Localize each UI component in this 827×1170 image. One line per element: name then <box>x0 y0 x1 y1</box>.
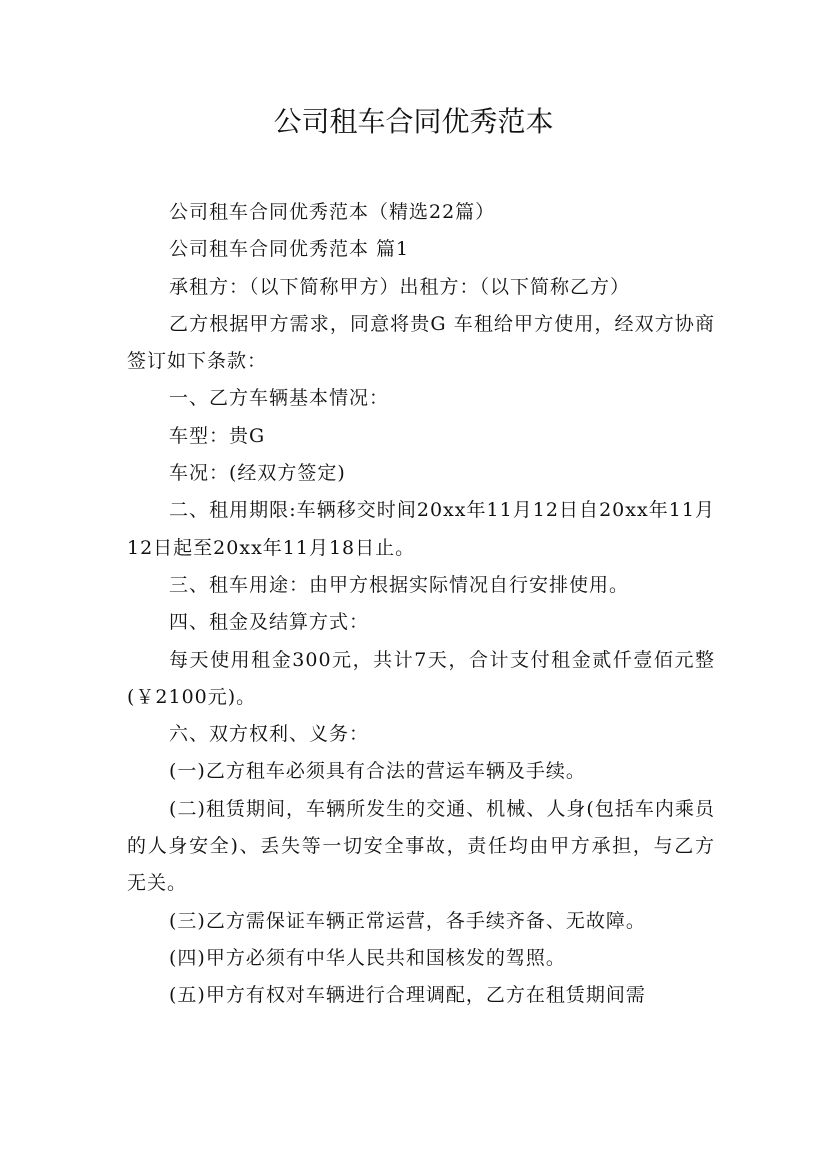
paragraph-subtitle: 公司租车合同优秀范本（精选22篇） <box>169 201 496 223</box>
paragraph-agreement: 乙方根据甲方需求，同意将贵G 车租给甲方使用，经双方协商签订如下条款： <box>127 312 715 373</box>
paragraph-rights-heading: 六、双方权利、义务： <box>169 723 370 746</box>
paragraph-vehicle-condition: 车况：(经双方签定) <box>169 462 346 485</box>
paragraph-payment-heading: 四、租金及结算方式： <box>169 611 370 634</box>
paragraph-rental-period: 二、租用期限:车辆移交时间20xx年11月12日自20xx年11月12日起至20xx年11月18日止。 <box>127 499 715 559</box>
paragraph-rental-purpose: 三、租车用途：由甲方根据实际情况自行安排使用。 <box>169 573 630 596</box>
document-title: 公司租车合同优秀范本 <box>273 105 554 138</box>
paragraph-vehicle-model: 车型：贵G <box>169 424 266 447</box>
paragraph-clause-3: (三)乙方需保证车辆正常运营，各手续齐备、无故障。 <box>169 909 646 932</box>
paragraph-parties: 承租方：（以下简称甲方）出租方：（以下简称乙方） <box>169 275 631 298</box>
document-body <box>127 194 715 1015</box>
paragraph-clause-1: (一)乙方租车必须具有合法的营运车辆及手续。 <box>169 760 586 783</box>
paragraph-payment-details: 每天使用租金300元，共计7天，合计支付租金贰仟壹佰元整(￥2100元)。 <box>127 648 715 708</box>
paragraph-vehicle-info-heading: 一、乙方车辆基本情况： <box>169 387 390 410</box>
paragraph-clause-5: (五)甲方有权对车辆进行合理调配，乙方在租赁期间需 <box>169 984 646 1007</box>
paragraph-clause-2: (二)租赁期间，车辆所发生的交通、机械、人身(包括车内乘员的人身安全)、丢失等一切安全事故，责任均由甲方承担，与乙方无关。 <box>127 797 715 895</box>
paragraph-clause-4: (四)甲方必须有中华人民共和国核发的驾照。 <box>169 946 566 969</box>
paragraph-section-heading: 公司租车合同优秀范本 篇1 <box>169 238 410 261</box>
